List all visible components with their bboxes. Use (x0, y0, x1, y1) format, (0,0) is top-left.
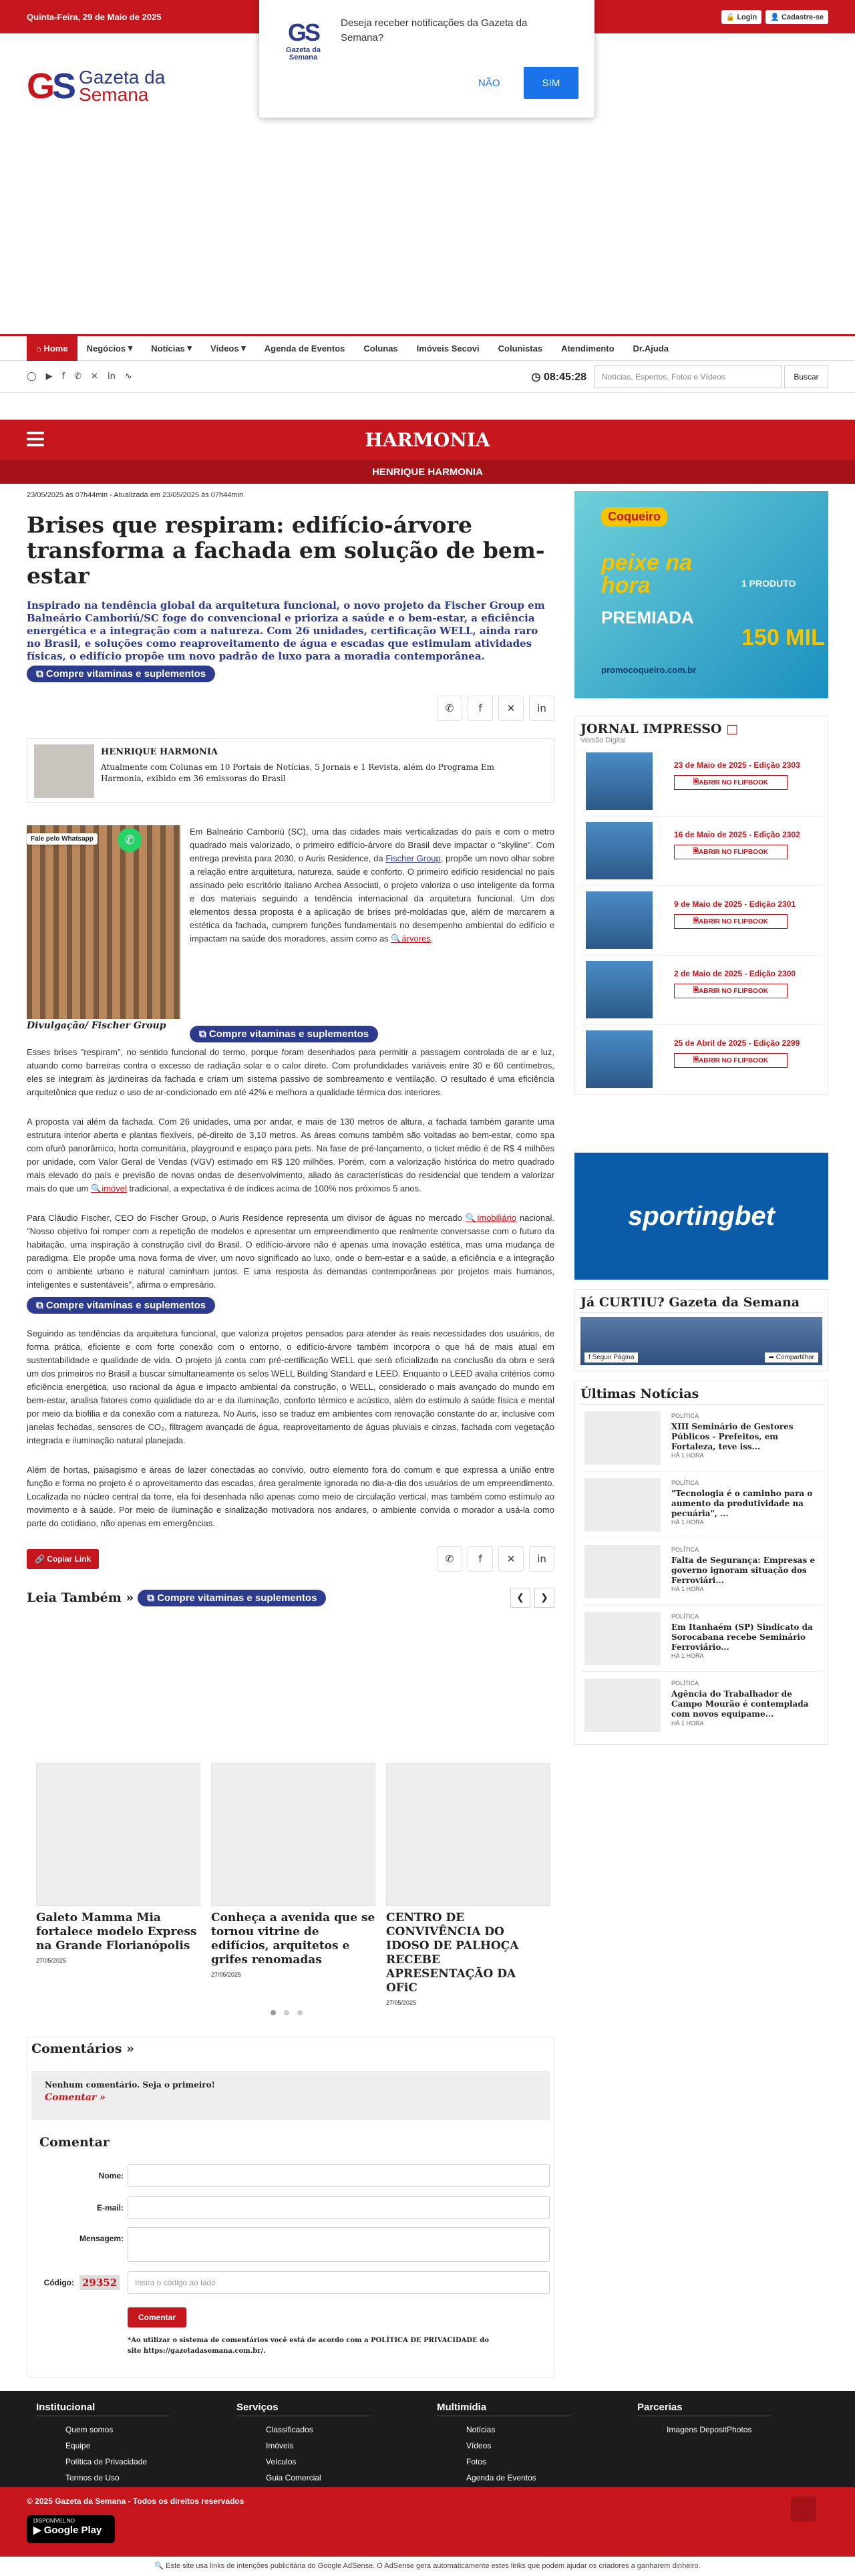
coqueiro-ad[interactable]: Coqueiro peixe na hora PREMIADA promocoqueiro.com.br 1 PRODUTO 150 MIL (574, 491, 828, 698)
latest-news-title: Últimas Notícias (580, 1387, 822, 1405)
share-facebook-icon[interactable]: f (468, 1546, 493, 1572)
footer-link[interactable]: Guia Comercial (266, 2473, 321, 2482)
share-bar-bottom (437, 1546, 554, 1572)
youtube-icon[interactable]: ▶ (45, 372, 53, 382)
open-flipbook-button[interactable]: 🗎 ABRIR NO FLIPBOOK (674, 775, 788, 790)
comments-title: Comentários » (31, 2041, 134, 2056)
copyright-text: © 2025 Gazeta da Semana - Todos os direitos reservados (27, 2496, 244, 2506)
email-input[interactable] (128, 2196, 550, 2219)
arvores-link[interactable]: 🔍árvores (391, 934, 431, 944)
footer-col-servicos: Serviços Classificados Imóveis Veículos Guia Comercial (236, 2402, 370, 2486)
menu-icon[interactable] (27, 432, 44, 446)
image-caption: Divulgação/ Fischer Group (27, 1020, 166, 1031)
related-card[interactable]: Conheça a avenida que se tornou vitrine de edifícios, arquitetos e grifes renomadas 27/05/2025 (211, 1763, 375, 1978)
related-image (211, 1763, 375, 1906)
footer-link[interactable]: Imagens DepositPhotos (667, 2425, 752, 2434)
article-meta: 23/05/2025 às 07h44min - Atualizada em 23/05/2025 às 07h44min (27, 491, 244, 499)
facebook-widget-title: Já CURTIU? Gazeta da Semana (580, 1295, 822, 1313)
issue-item[interactable]: 2 de Maio de 2025 - Edição 2300 🗎 ABRIR NO FLIPBOOK (580, 956, 822, 1025)
email-label: E-mail: (96, 2203, 124, 2212)
news-item[interactable]: POLÍTICA Falta de Segurança: Empresas e governo ignoram situação dos Ferroviári... HÁ 1 HORA (580, 1538, 822, 1605)
facebook-share-button[interactable]: ➦ Compartilhar (765, 1352, 818, 1363)
facebook-page-widget (580, 1317, 822, 1365)
related-image (36, 1763, 200, 1906)
issue-item[interactable]: 16 de Maio de 2025 - Edição 2302 🗎 ABRIR NO FLIPBOOK (580, 817, 822, 886)
current-date: Quinta-Feira, 29 de Maio de 2025 (27, 11, 162, 22)
nav-atendimento[interactable]: Atendimento (561, 343, 615, 353)
submit-comment-button[interactable]: Comentar (128, 2307, 186, 2327)
issue-item[interactable]: 9 de Maio de 2025 - Edição 2301 🗎 ABRIR NO FLIPBOOK (580, 886, 822, 956)
related-card[interactable]: CENTRO DE CONVIVÊNCIA DO IDOSO DE PALHOÇA RECEBE APRESENTAÇÃO DA OFiC 27/05/2025 (386, 1763, 550, 2006)
whatsapp-icon[interactable]: ✆ (74, 372, 82, 382)
name-input[interactable] (128, 2164, 550, 2187)
popup-message: Deseja receber notificações da Gazeta da Semana? (341, 17, 528, 43)
footer-link[interactable]: Agenda de Eventos (466, 2473, 536, 2482)
open-flipbook-button[interactable]: 🗎 ABRIR NO FLIPBOOK (674, 984, 788, 998)
paragraph-5: Seguindo as tendências da arquitetura funcional, que valoriza projetos pensados para atender às reais necessidades dos usuários, de forma prática, eficiente e com forte conexão com o entorno, o edifício-árvore também incorpora o que há de mais atual em sustentabilidade e qualidade de vida. O projeto já conta com pré-certificação WELL que será oficializada na conclusão da obra e será um dos primeiros no Brasil a buscar simultaneamente os selos WELL Building Standard e LEED. Enquanto o LEED avalia critérios como eficiência energética, uso racional da água e impacto ambiental da construção, o WELL, considerado o mais avançado do mundo em bem-estar, analisa fatores como qualidade do ar e da iluminação, conforto térmico e acústico, além do estímulo à saúde física e mental por meio da biofilia e da conexão com a natureza. No Auris, isso se traduz em ambientes com renovação constante do ar, inclusive com janelas fechadas, sensores de CO₂, filtragem avançada de água, reaproveitamento de águas pluviais e cinzas, fachada com vegetação integrada e iluminação natural planejada. (27, 1328, 554, 1445)
footer-col-multimidia: Multimídia Notícias Vídeos Fotos Agenda de Eventos (437, 2402, 570, 2486)
author-photo (34, 744, 94, 798)
carousel-prev-button[interactable]: ❮ (510, 1588, 530, 1608)
print-edition-subtitle: Versão Digital (580, 736, 626, 744)
comments-section (27, 2037, 554, 2378)
no-comments-text: Nenhum comentário. Seja o primeiro! (45, 2080, 215, 2090)
footer-link[interactable]: Imóveis (266, 2441, 294, 2450)
linkedin-icon[interactable]: in (107, 372, 116, 382)
login-button[interactable]: 🔒 Login (721, 10, 762, 24)
signup-button[interactable]: 👤 Cadastre-se (765, 10, 828, 24)
name-label: Nome: (98, 2171, 124, 2180)
sportingbet-ad[interactable]: sportingbet (574, 1153, 828, 1280)
share-whatsapp-icon[interactable]: ✆ (437, 1546, 462, 1572)
read-also-title: Leia Também » (27, 1590, 134, 1605)
promo-link[interactable]: ⧉ Compre vitaminas e suplementos (27, 1297, 215, 1314)
social-bar (0, 361, 855, 393)
footer-link[interactable]: Vídeos (466, 2441, 492, 2450)
footer-link[interactable]: Política de Privacidade (65, 2457, 148, 2466)
paragraph-2: Esses brises "respiram", no sentido funcional do termo, porque foram desenhados para permitir a passagem controlada de ar e luz, atuando como barreiras contra o excesso de radiação solar e o calor direto. Com profundidades variáveis entre 30 e 60 centímetros, eles se integram às jardineiras da fachada e criam um sistema passivo de sombreamento e ventilação. O resultado é uma eficiência arquitetônica que reduz o uso de ar-condicionado em até 42% e melhora a qualidade térmica dos interiores. (27, 1047, 554, 1097)
whatsapp-float-icon[interactable]: ✆ (118, 828, 142, 852)
captcha-code: 29352 (79, 2275, 120, 2290)
author-description: Atualmente com Colunas em 10 Portais de Notícias, 5 Jornais e 1 Revista, além do Programa Em Harmonia, exibido em 36 emissoras do Brasil (101, 762, 495, 783)
author-box (27, 738, 554, 803)
code-input[interactable]: Insira o código ao lado (128, 2271, 550, 2294)
carousel-next-button[interactable]: ❯ (534, 1588, 554, 1608)
open-flipbook-button[interactable]: 🗎 ABRIR NO FLIPBOOK (674, 845, 788, 859)
message-input[interactable] (128, 2227, 550, 2262)
nav-colunas[interactable]: Colunas (363, 343, 398, 353)
section-header: HARMONIA (0, 420, 855, 460)
imovel-link[interactable]: 🔍imóvel (91, 1183, 127, 1193)
footer-link[interactable]: Quem somos (65, 2425, 114, 2434)
google-play-badge[interactable]: DISPONÍVEL NO ▶ Google Play (27, 2515, 115, 2543)
news-item[interactable]: POLÍTICA Agência do Trabalhador de Campo Mourão é contemplada com novos equipame... HÁ 1 HORA (580, 1672, 822, 1739)
footer-link[interactable]: Fotos (466, 2457, 487, 2466)
nav-videos[interactable]: Vídeos ▾ (210, 343, 246, 353)
footer-link[interactable]: Classificados (266, 2425, 313, 2434)
footer-link[interactable]: Veículos (266, 2457, 297, 2466)
open-flipbook-button[interactable]: 🗎 ABRIR NO FLIPBOOK (674, 914, 788, 929)
article-image (27, 825, 180, 1019)
nav-drajuda[interactable]: Dr.Ajuda (633, 343, 669, 353)
nav-imoveis[interactable]: Imóveis Secovi (416, 343, 480, 353)
paragraph-1: Em Balneário Camboriú (SC), uma das cidades mais verticalizadas do país e com o metro quadrado mais valorizado, o primeiro edifício-árvore do Brasil deve impactar o "skyline". Com entrega prevista para 2030, o Auris Residence, da Fischer Group, propõe um novo olhar sobre a relação entre arquitetura, natureza, saúde e conforto. O primeiro edifício residencial no país assinado pelo escritório italiano Archea Associati, o projeto valoriza o uso inteligente da forma e dos materiais seguindo a tendência internacional da arquitetura funcional. Um dos elementos dessa proposta é a aplicação de brises pré-moldadas que, além de marcarem a estética da fachada, cumprem funções fundamentais no desempenho ambiental do edifício e impactam na saúde dos moradores, assim como as 🔍árvores. (190, 827, 554, 944)
whatsapp-badge[interactable]: Fale pelo Whatsapp (27, 833, 98, 845)
share-x-icon[interactable]: ✕ (498, 1546, 524, 1572)
section-subtitle: HENRIQUE HARMONIA (0, 460, 855, 484)
issue-item[interactable]: 25 de Abril de 2025 - Edição 2299 🗎 ABRIR NO FLIPBOOK (580, 1025, 822, 1095)
paragraph-3: A proposta vai além da fachada. Com 26 unidades, uma por andar, e mais de 130 metros de altura, a fachada também garante uma estrutura interior aberta e plantas flexíveis, pé-direito de 3,10 metros. As áreas comuns também são voltadas ao bem-estar, como spa com ofurô panorâmico, horta comunitária, playground e espaço para pets. Na fase de pré-lançamento, o ticket médio é de R$ 4 milhões por unidade, com Valor Geral de Vendas (VGV) estimado em R$ 120 milhões. Porém, com a valorização histórica do metro quadrado mais elevado do país e previsão de novas ondas de desenvolvimento, aliado às características do residencial que tendem a valorizar mais do que um 🔍imóvel tradicional, a expectativa é de índices acima de 100% nos próximos 5 anos. (27, 1117, 554, 1193)
nav-noticias[interactable]: Notícias ▾ (151, 343, 192, 353)
article-lead: Inspirado na tendência global da arquitetura funcional, o novo projeto da Fischer Group em Balneário Camboriú/SC foge do convencional e prioriza a saúde e o bem-estar, a eficiência energética e a integração com a natureza. Com 26 unidades, certificação WELL, ainda raro no Brasil, e soluções como reaproveitamento de água e escadas que estimulam atividades físicas, o edifício propõe um novo padrão de luxo para a moradia contemporânea. (27, 599, 545, 662)
fischer-link[interactable]: Fischer Group (385, 853, 441, 863)
paragraph-6: Além de hortas, paisagismo e áreas de lazer conectadas ao convívio, outro elemento fora do comum e que expressa a união entre função e forma no projeto é o aproveitamento das escadas, área geralmente ignorada no dia-a-dia dos usuários de um empreendimento. Localizada no núcleo central da torre, ela foi desenhada não apenas como meio de circulação vertical, mas também como estímulo ao movimento e à saúde. Por meio de iluminação e sinalização motivadora nos andares, o ambiente convida o morador a usá-la como parte do cotidiano, não apenas em emergências. (27, 1465, 554, 1528)
related-card[interactable]: Galeto Mamma Mia fortalece modelo Express na Grande Florianópolis 27/05/2025 (36, 1763, 200, 1964)
footer-link[interactable]: Termos de Uso (65, 2473, 120, 2482)
news-item[interactable]: POLÍTICA Em Itanhaém (SP) Sindicato da Sorocabana recebe Seminário Ferroviário... HÁ 1 HORA (580, 1605, 822, 1672)
article (27, 491, 554, 1608)
comment-legal: *Ao utilizar o sistema de comentários você está de acordo com a POLÍTICA DE PRIVACIDADE do site https://gazetadasemana.com.br/. (128, 2337, 489, 2355)
share-facebook-icon[interactable]: f (468, 696, 493, 721)
share-whatsapp-icon[interactable]: ✆ (437, 696, 462, 721)
print-edition-title: JORNAL IMPRESSO □ (580, 722, 739, 736)
popup-no-button[interactable]: NÃO (478, 78, 500, 89)
nav-colunistas[interactable]: Colunistas (498, 343, 543, 353)
nav-agenda[interactable]: Agenda de Eventos (264, 343, 345, 353)
copyright-bar (0, 2487, 855, 2557)
ad-space (0, 120, 855, 334)
share-x-icon[interactable]: ✕ (498, 696, 524, 721)
rss-icon[interactable]: ∿ (124, 372, 132, 382)
issue-item[interactable]: 23 de Maio de 2025 - Edição 2303 🗎 ABRIR NO FLIPBOOK (580, 747, 822, 817)
carousel-dots[interactable] (271, 2010, 303, 2015)
popup-logo: GS Gazeta da Semana (286, 19, 321, 61)
footer-link[interactable]: Notícias (466, 2425, 496, 2434)
paragraph-4: Para Cláudio Fischer, CEO do Fischer Group, o Auris Residence representa um divisor de águas no mercado 🔍imobiliário nacional. "Nosso objetivo foi romper com a repetição de modelos e apresentar um empreendimento que realmente conversasse com o futuro da habitação, uma inspiração à construção civil do Brasil. O edifício-árvore não é apenas uma inovação estética, mas uma mudança de paradigma. Ele propõe uma nova forma de viver, um novo significado ao luxo, onde o bem-estar e a saúde, a eficiência e a integração com o ambiente urbano e natural caminham juntos. E uma resposta às demandas contemporâneas por projetos mais humanos, inteligentes e sustentáveis", afirma o empresário. (27, 1213, 554, 1290)
notification-popup (259, 0, 594, 118)
comment-form-title: Comentar (39, 2135, 110, 2150)
author-name: HENRIQUE HARMONIA (101, 747, 218, 757)
share-linkedin-icon[interactable]: in (529, 696, 554, 721)
footer-link[interactable]: Equipe (65, 2441, 91, 2450)
share-linkedin-icon[interactable]: in (529, 1546, 554, 1572)
news-item[interactable]: POLÍTICA XIII Seminário de Gestores Públicos - Prefeitos, em Fortaleza, teve iss... HÁ 1 HORA (580, 1405, 822, 1471)
code-label: Código: (43, 2278, 74, 2287)
promo-link[interactable]: ⧉ Compre vitaminas e suplementos (27, 666, 215, 682)
nav-home[interactable]: ⌂ Home (27, 336, 77, 361)
x-icon[interactable]: ✕ (91, 372, 98, 382)
promo-link[interactable]: ⧉ Compre vitaminas e suplementos (138, 1590, 326, 1606)
nav-negocios[interactable]: Negócios ▾ (86, 343, 133, 353)
main-nav (0, 334, 855, 361)
footer (0, 2391, 855, 2487)
open-flipbook-button[interactable]: 🗎 ABRIR NO FLIPBOOK (674, 1053, 788, 1068)
back-to-top-button[interactable] (791, 2496, 816, 2522)
imobiliario-link[interactable]: 🔍imobiliário (465, 1213, 516, 1223)
related-image (386, 1763, 550, 1906)
search-input[interactable]: Notícias, Espertos, Fotos e Vídeos (594, 366, 782, 388)
clock: ◷ 08:45:28 (531, 371, 586, 383)
message-label: Mensagem: (79, 2234, 124, 2243)
popup-yes-button[interactable]: SIM (524, 67, 578, 99)
news-item[interactable]: POLÍTICA "Tecnologia é o caminho para o aumento da produtividade na pecuária", ... HÁ 1 HORA (580, 1471, 822, 1538)
search-button[interactable]: Buscar (784, 366, 828, 388)
copy-link-button[interactable]: 🔗 Copiar Link (27, 1549, 99, 1569)
promo-link[interactable]: ⧉ Compre vitaminas e suplementos (190, 1026, 378, 1042)
facebook-follow-button[interactable]: f Seguir Página (584, 1352, 638, 1363)
footer-col-parcerias: Parcerias Imagens DepositPhotos (637, 2402, 771, 2438)
sidebar (574, 491, 828, 1745)
article-title: Brises que respiram: edifício-árvore transforma a fachada em solução de bem-estar (27, 512, 545, 589)
facebook-icon[interactable]: f (61, 372, 65, 382)
adsense-disclaimer: 🔍 Este site usa links de intenções publicitária do Google AdSense. O AdSense gera automaticamente estes links que podem ajudar os criadores a ganharem dinheiro. (154, 2562, 701, 2570)
instagram-icon[interactable]: ◯ (27, 372, 37, 382)
footer-col-institucional: Institucional Quem somos Equipe Política de Privacidade Termos de Uso (36, 2402, 170, 2486)
comment-cta-link[interactable]: Comentar » (45, 2092, 106, 2103)
share-bar-top (27, 696, 554, 721)
site-logo[interactable]: GS Gazeta da Semana (27, 66, 166, 106)
